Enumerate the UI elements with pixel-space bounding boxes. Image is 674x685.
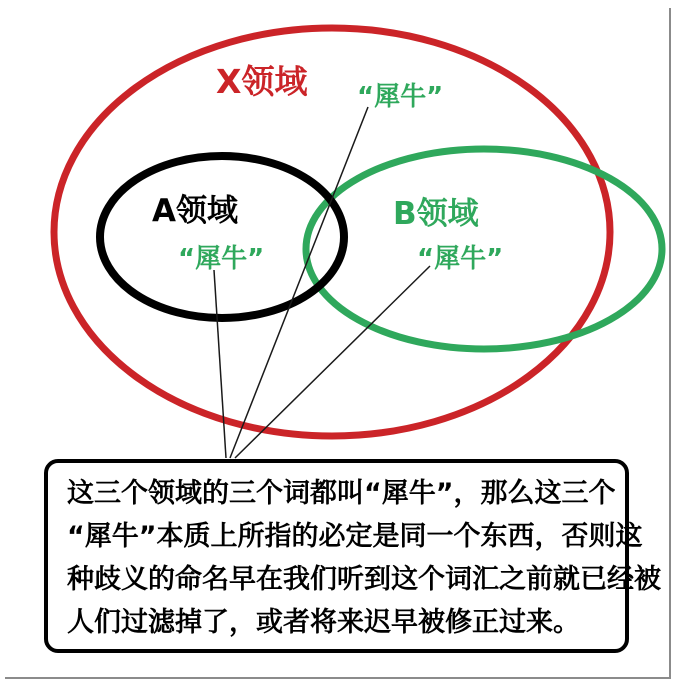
caption-line-1: 这三个领域的三个词都叫“犀牛”，那么这三个 [67, 478, 616, 509]
caption-box [44, 459, 661, 653]
x-region-label: X领域 [216, 62, 308, 101]
caption-line-2: “犀牛”本质上所指的必定是同一个东西，否则这 [67, 521, 643, 552]
caption-line-3: 种歧义的命名早在我们听到这个词汇之前就已经被 [67, 564, 661, 595]
caption-line-4: 人们过滤掉了，或者将来迟早被修正过来。 [67, 607, 580, 638]
a-region-label: A领域 [152, 193, 238, 229]
x-region-ellipse [54, 28, 610, 436]
connector-line-a-word [214, 270, 226, 458]
a-region-word: “犀牛” [178, 244, 265, 274]
b-region-word: “犀牛” [417, 244, 504, 274]
b-region-label: B领域 [393, 196, 479, 232]
x-region-word: “犀牛” [357, 82, 444, 112]
